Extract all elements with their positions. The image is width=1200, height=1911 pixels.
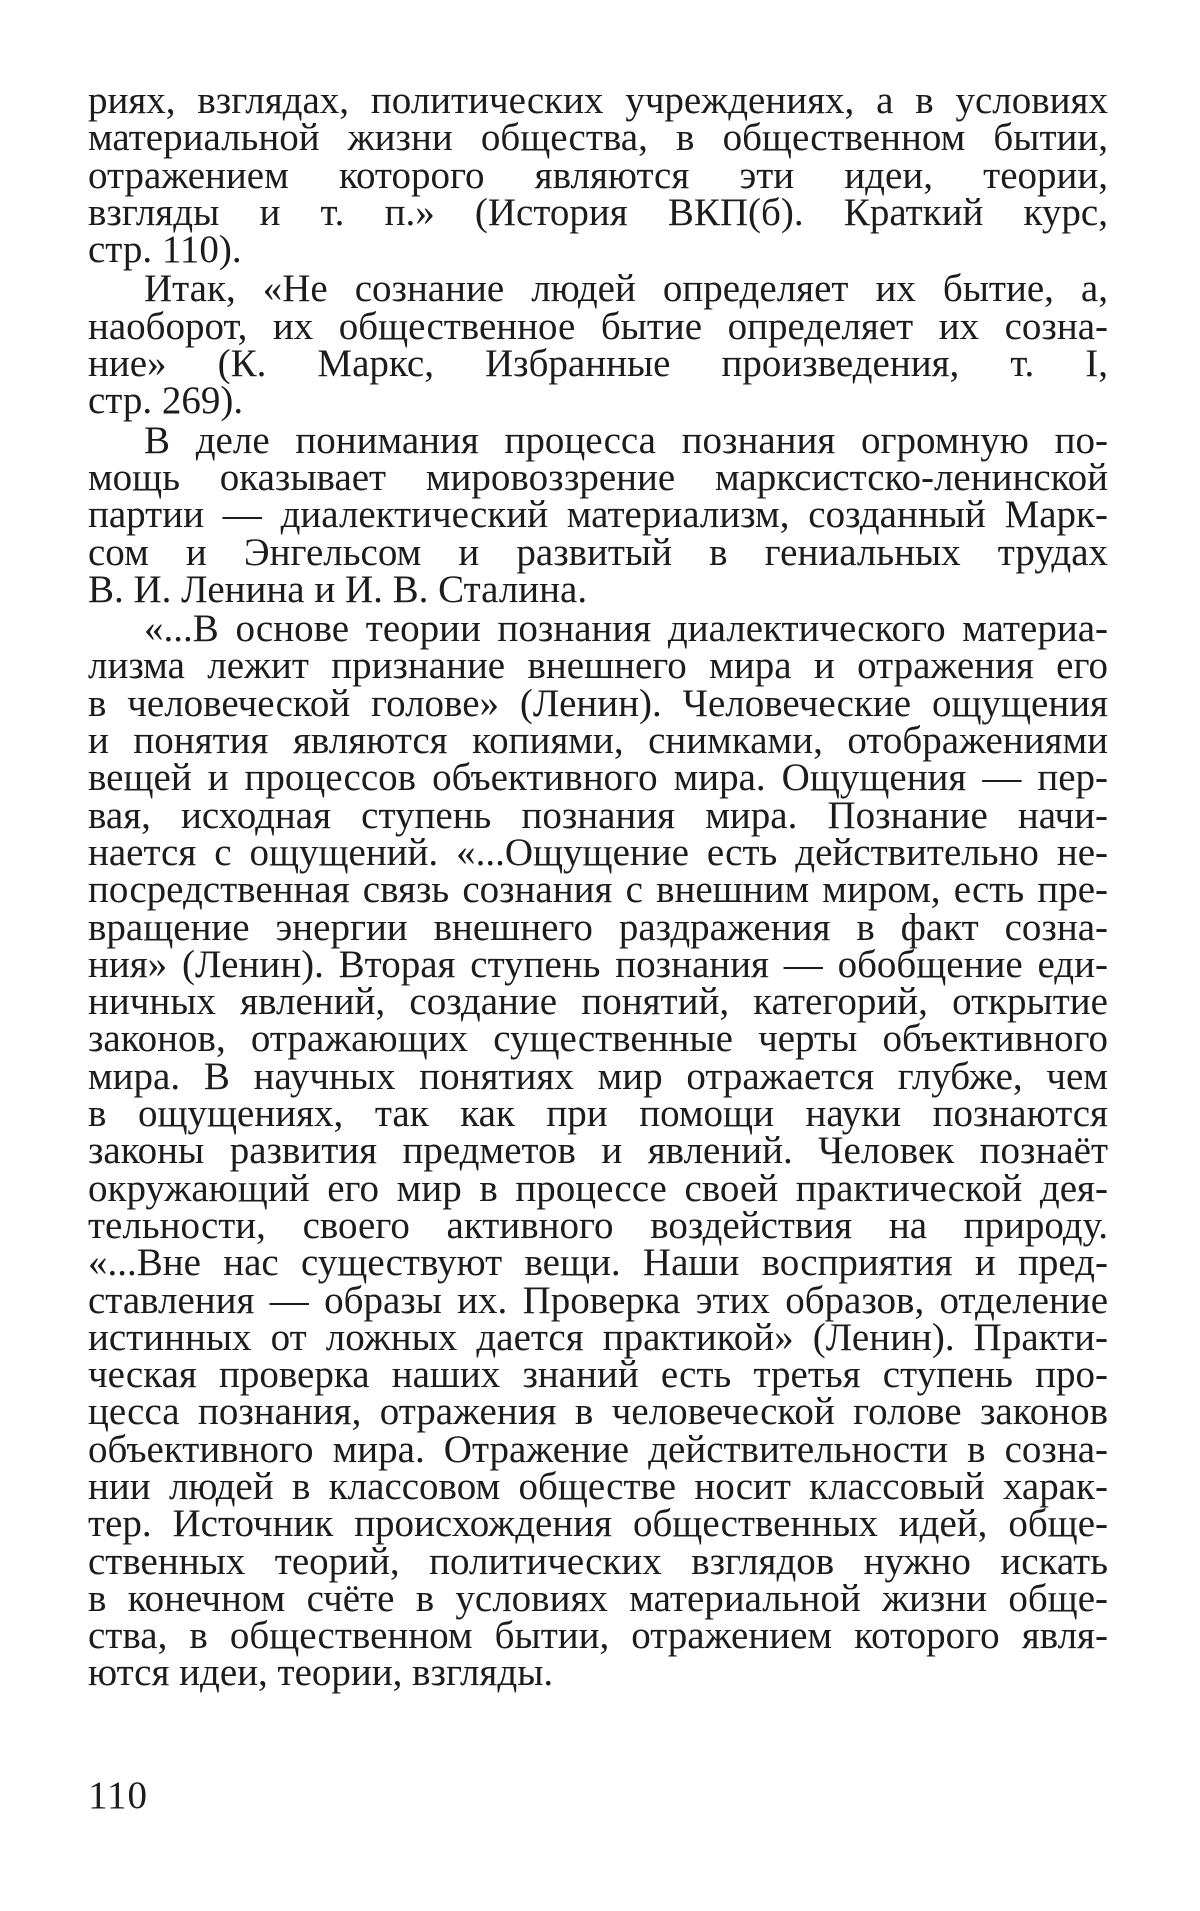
paragraph-3 — [88, 418, 1108, 611]
text-line: стр. 110). — [88, 228, 242, 272]
text-line: в конечном счёте в условиях материальной жизни обще- — [88, 1576, 1108, 1620]
text-line: в человеческой голове» (Ленин). Человеческие ощущения — [88, 681, 1108, 725]
text-line: ставления — образы их. Проверка этих образов, отделение — [88, 1278, 1108, 1322]
paragraph-4 — [88, 607, 1108, 1695]
text-line: мощь оказывает мировоззрение марксистско-ленинской — [88, 455, 1108, 499]
text-line: в ощущениях, так как при помощи науки познаются — [88, 1092, 1108, 1136]
text-line: ческая проверка наших знаний есть третья ступень про- — [88, 1353, 1108, 1397]
text-line: ние» (К. Маркс, Избранные произведения, т. I, — [88, 342, 1108, 386]
text-line: «...В основе теории познания диалектического материа- — [144, 607, 1108, 651]
text-line: законы развития предметов и явлений. Человек познаёт — [88, 1129, 1108, 1173]
text-line: мира. В научных понятиях мир отражается глубже, чем — [88, 1054, 1108, 1098]
text-line: сом и Энгельсом и развитый в гениальных трудах — [88, 530, 1108, 574]
text-line: Итак, «Не сознание людей определяет их бытие, а, — [144, 267, 1108, 311]
text-line: цесса познания, отражения в человеческой голове законов — [88, 1390, 1108, 1434]
text-line: и понятия являются копиями, снимками, отображениями — [88, 719, 1108, 763]
text-line: истинных от ложных дается практикой» (Ленин). Практи- — [88, 1315, 1108, 1359]
text-line: взгляды и т. п.» (История ВКП(б). Краткий курс, — [88, 190, 1108, 234]
text-line: «...Вне нас существуют вещи. Наши восприятия и пред- — [88, 1241, 1108, 1285]
text-line: ния» (Ленин). Вторая ступень познания — обобщение еди- — [88, 942, 1108, 986]
text-line: ничных явлений, создание понятий, категорий, открытие — [88, 980, 1108, 1024]
text-line: тельности, своего активного воздействия на природу. — [88, 1203, 1108, 1247]
text-line: материальной жизни общества, в общественном бытии, — [88, 116, 1108, 160]
text-line: вая, исходная ступень познания мира. Познание начи- — [88, 793, 1108, 837]
text-line: В деле понимания процесса познания огромную по- — [144, 418, 1108, 462]
paragraph-2 — [88, 267, 1108, 423]
text-line: партии — диалектический материализм, созданный Марк- — [88, 493, 1108, 537]
paragraph-1 — [88, 79, 1108, 272]
text-line: нается с ощущений. «...Ощущение есть действительно не- — [88, 830, 1108, 874]
text-line: объективного мира. Отражение действительности в созна- — [88, 1427, 1108, 1471]
text-line: тер. Источник происхождения общественных идей, обще- — [88, 1502, 1108, 1546]
text-line: окружающий его мир в процессе своей практической дея- — [88, 1166, 1108, 1210]
text-line: наоборот, их общественное бытие определяет их созна- — [88, 304, 1108, 348]
page-number: 110 — [88, 1774, 149, 1817]
text-line: стр. 269). — [88, 379, 244, 423]
text-line: В. И. Ленина и И. В. Сталина. — [88, 567, 588, 611]
page-body — [88, 79, 1108, 1695]
text-line: риях, взглядах, политических учреждениях, а в условиях — [88, 79, 1108, 122]
text-line: ства, в общественном бытии, отражением которого явля- — [88, 1614, 1108, 1658]
text-line: ственных теорий, политических взглядов нужно искать — [88, 1539, 1108, 1583]
text-line: вращение энергии внешнего раздражения в факт созна- — [88, 905, 1108, 949]
text-line: лизма лежит признание внешнего мира и отражения его — [88, 644, 1108, 688]
text-line: посредственная связь сознания с внешним миром, есть пре- — [88, 868, 1108, 912]
text-line: ются идеи, теории, взгляды. — [88, 1651, 554, 1695]
text-line: нии людей в классовом обществе носит классовый харак- — [88, 1464, 1108, 1508]
text-line: отражением которого являются эти идеи, теории, — [88, 153, 1108, 197]
text-line: законов, отражающих существенные черты объективного — [88, 1017, 1108, 1061]
text-line: вещей и процессов объективного мира. Ощущения — пер- — [88, 756, 1108, 800]
